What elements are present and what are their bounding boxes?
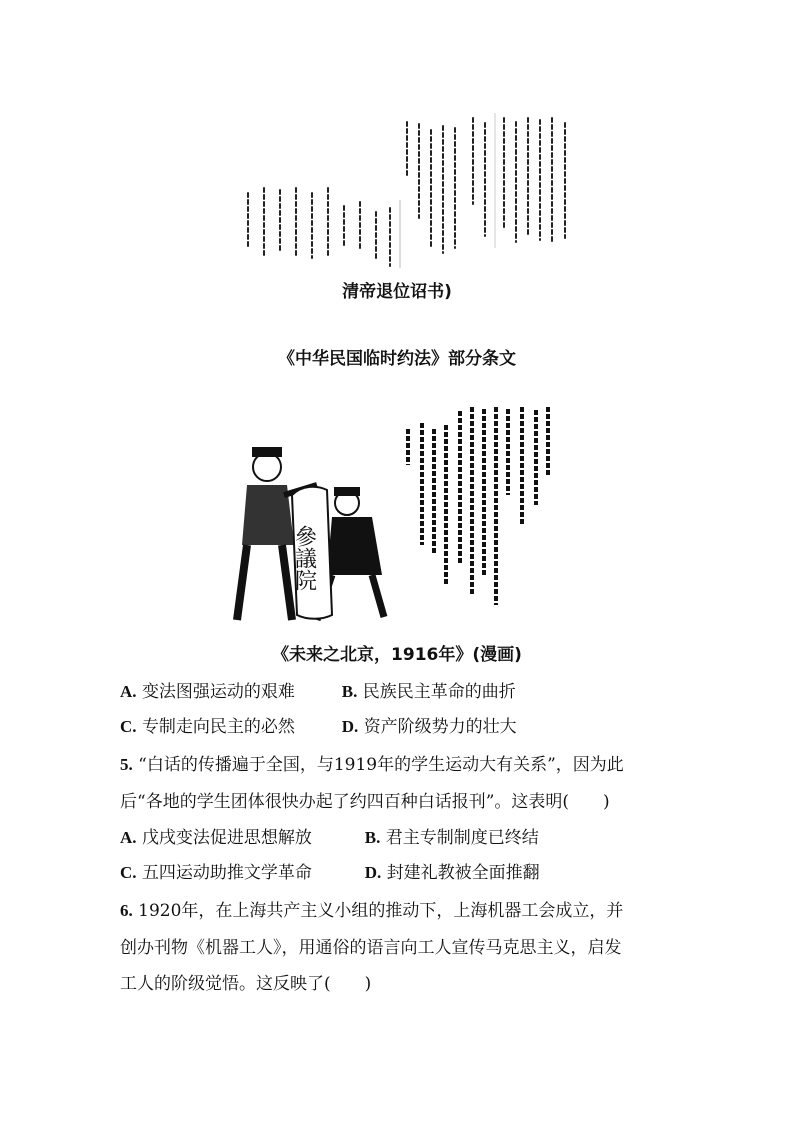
cartoon-scroll-text: 參議院: [291, 525, 317, 591]
q6-stem-line-1: 6. 1920年，在上海共产主义小组的推动下，上海机器工会成立，并: [120, 901, 624, 921]
cartoon-image: [222, 425, 402, 630]
q4-options-row-2: [120, 715, 517, 739]
q6-stem-line-2: 创办刊物《机器工人》，用通俗的语言向工人宣传马克思主义，启发: [120, 938, 622, 958]
constitution-text-image: [398, 405, 558, 605]
cartoon-caption: 《未来之北京，1916年》(漫画): [272, 645, 522, 665]
q5-number: 5.: [120, 755, 133, 774]
q4-option-d[interactable]: D. 资产阶级势力的壮大: [341, 717, 517, 737]
q5-stem-line-1: 5. “白话的传播遍于全国，与1919年的学生运动大有关系”，因为此: [120, 755, 624, 775]
q6-number: 6.: [120, 901, 133, 920]
q5-option-a[interactable]: A. 戊戌变法促进思想解放: [120, 828, 312, 848]
edict-caption: 清帝退位诏书): [342, 282, 452, 302]
abdication-edict-image: [240, 108, 580, 268]
q5-stem-line-2: 后“各地的学生团体很快办起了约四百种白话报刊”。这表明( ): [120, 792, 610, 812]
q4-option-b[interactable]: B. 民族民主革命的曲折: [341, 682, 516, 702]
q4-options-row-1: [120, 680, 516, 704]
q4-option-c[interactable]: C. 专制走向民主的必然: [120, 717, 295, 737]
constitution-caption: 《中华民国临时约法》部分条文: [278, 349, 516, 369]
q5-option-b[interactable]: B. 君主专制制度已终结: [364, 828, 539, 848]
q6-stem-line-3: 工人的阶级觉悟。这反映了( ): [120, 974, 372, 994]
q5-options-row-1: [120, 826, 539, 850]
q5-option-d[interactable]: D. 封建礼教被全面推翻: [364, 863, 540, 883]
q5-option-c[interactable]: C. 五四运动助推文学革命: [120, 863, 312, 883]
q4-option-a[interactable]: A. 变法图强运动的艰难: [120, 682, 295, 702]
q5-options-row-2: [120, 861, 540, 885]
